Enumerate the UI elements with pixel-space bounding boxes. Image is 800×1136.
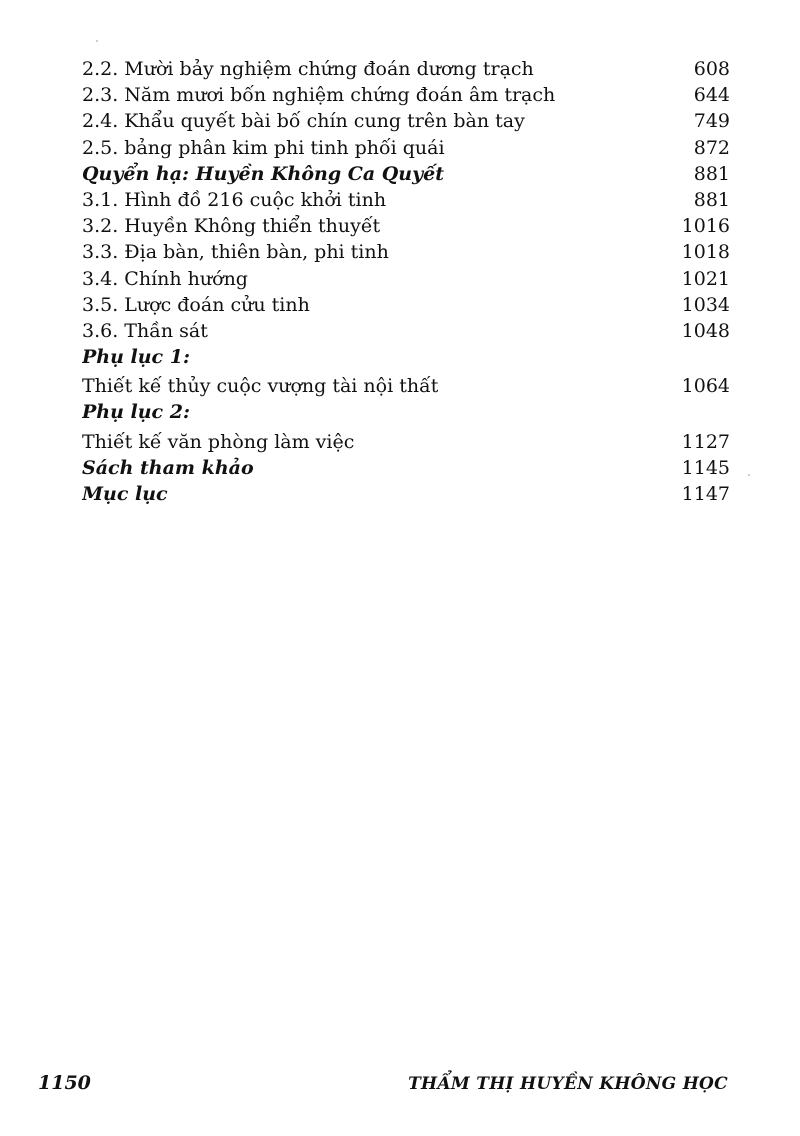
table-of-contents [82,56,730,507]
toc-entry [82,318,730,344]
toc-entry-title: 3.4. Chính hướng [82,267,248,290]
toc-heading-title: Mục lục [82,483,168,505]
toc-entry-page: 1034 [681,293,730,316]
toc-entry-page: 749 [693,110,730,133]
toc-entry [82,187,730,213]
toc-entry-page: 1147 [681,483,730,505]
toc-entry-title: 2.3. Năm mươi bốn nghiệm chứng đoán âm trạch [82,84,556,107]
toc-entry-page: 644 [693,84,730,107]
page-footer [38,1072,728,1094]
toc-entry-page: 1021 [681,267,730,290]
toc-section-heading [82,455,730,481]
paper-speck [748,474,750,476]
toc-entry-title: 3.5. Lược đoán cửu tinh [82,293,310,316]
toc-entry-title: Thiết kế văn phòng làm việc [82,430,355,453]
toc-entry-page: 608 [693,58,730,80]
toc-entry [82,292,730,318]
toc-entry-title: 3.2. Huyền Không thiển thuyết [82,215,381,238]
toc-entry [82,108,730,134]
toc-heading-title: Phụ lục 2: [82,401,190,424]
running-title: THẨM THỊ HUYỀN KHÔNG HỌC [408,1074,728,1094]
toc-entry [82,239,730,265]
toc-entry-title: 2.2. Mười bảy nghiệm chứng đoán dương trạch [82,58,534,80]
toc-section-heading [82,161,730,187]
toc-section-heading [82,344,730,370]
toc-heading-title: Quyển hạ: Huyền Không Ca Quyết [82,162,445,185]
toc-entry-title: Thiết kế thủy cuộc vượng tài nội thất [82,375,439,398]
toc-entry-page: 1064 [681,375,730,398]
page-number: 1150 [38,1072,91,1094]
toc-entry-page: 881 [693,188,730,211]
paper-speck [96,40,98,42]
toc-entry [82,82,730,108]
toc-entry [82,373,730,399]
toc-entry-page: 1145 [681,456,730,479]
toc-heading-title: Sách tham khảo [82,456,254,479]
toc-entry-title: 2.5. bảng phân kim phi tinh phối quái [82,136,445,159]
toc-entry [82,135,730,161]
toc-entry-page: 1018 [681,241,730,264]
toc-entry [82,429,730,455]
toc-entry-title: 3.6. Thần sát [82,319,208,342]
toc-entry-page: 881 [693,162,730,185]
toc-entry [82,266,730,292]
toc-entry-title: 3.1. Hình đồ 216 cuộc khởi tinh [82,188,387,211]
toc-entry-page: 1127 [681,430,730,453]
toc-entry-page: 1048 [681,319,730,342]
toc-entry [82,213,730,239]
toc-section-heading [82,399,730,425]
toc-section-heading [82,481,730,507]
toc-entry-title: 2.4. Khẩu quyết bài bố chín cung trên bàn tay [82,110,525,133]
toc-entry-page: 872 [693,136,730,159]
toc-entry-title: 3.3. Địa bàn, thiên bàn, phi tinh [82,241,389,264]
toc-entry-page: 1016 [681,215,730,238]
toc-heading-title: Phụ lục 1: [82,346,190,369]
toc-entry [82,56,730,82]
